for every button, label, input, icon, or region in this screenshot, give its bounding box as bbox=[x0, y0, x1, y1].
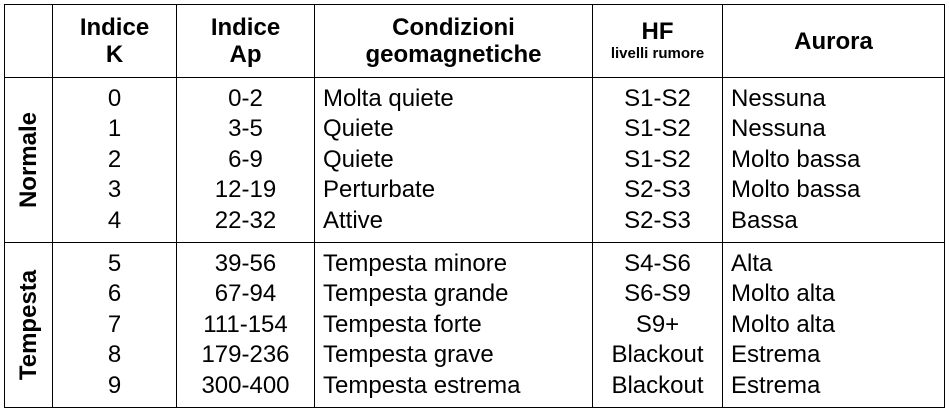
hf-value: Blackout bbox=[611, 371, 704, 399]
conditions-value: Tempesta grave bbox=[323, 341, 494, 369]
ap-value: 6-9 bbox=[228, 145, 263, 173]
ap-value: 300-400 bbox=[201, 371, 290, 399]
header-row bbox=[5, 5, 945, 78]
geomagnetic-index-table bbox=[4, 4, 945, 408]
group-row-normal bbox=[5, 78, 945, 243]
hf-value: S1-S2 bbox=[624, 115, 691, 143]
hf-value: S2-S3 bbox=[624, 206, 691, 234]
hf-value: S1-S2 bbox=[624, 145, 691, 173]
ap-value: 179-236 bbox=[201, 341, 290, 369]
conditions-value: Tempesta estrema bbox=[323, 371, 521, 399]
aurora-value: Bassa bbox=[731, 206, 798, 234]
header-ap-index bbox=[177, 5, 315, 78]
group-label-normal: Normale bbox=[14, 111, 42, 209]
aurora-column-normal bbox=[723, 78, 945, 243]
header-conditions bbox=[315, 5, 593, 78]
ap-value: 22-32 bbox=[214, 206, 277, 234]
k-value: 5 bbox=[107, 249, 122, 277]
conditions-value: Attive bbox=[323, 206, 384, 234]
aurora-value: Estrema bbox=[731, 371, 821, 399]
aurora-value: Molto alta bbox=[731, 280, 836, 308]
conditions-value: Quiete bbox=[323, 115, 394, 143]
k-value: 9 bbox=[107, 371, 122, 399]
ap-column-storm bbox=[177, 243, 315, 408]
ap-value: 12-19 bbox=[214, 176, 277, 204]
hf-column-normal bbox=[593, 78, 723, 243]
header-k-line1: Indice bbox=[79, 14, 150, 41]
header-cond-line2: geomagnetiche bbox=[365, 41, 542, 68]
aurora-value: Nessuna bbox=[731, 84, 826, 112]
header-aurora bbox=[723, 5, 945, 78]
aurora-value: Molto bassa bbox=[731, 145, 861, 173]
group-label-cell bbox=[5, 78, 53, 243]
ap-value: 0-2 bbox=[228, 84, 263, 112]
aurora-value: Molto alta bbox=[731, 310, 836, 338]
header-group-blank bbox=[5, 5, 53, 78]
k-value: 2 bbox=[107, 145, 122, 173]
ap-column-normal bbox=[177, 78, 315, 243]
header-cond-line1: Condizioni bbox=[392, 14, 515, 41]
aurora-column-storm bbox=[723, 243, 945, 408]
ap-value: 3-5 bbox=[228, 115, 263, 143]
ap-value: 111-154 bbox=[203, 310, 288, 338]
hf-value: S4-S6 bbox=[624, 249, 691, 277]
hf-value: S2-S3 bbox=[624, 176, 691, 204]
header-k-index bbox=[53, 5, 177, 78]
conditions-value: Perturbate bbox=[323, 176, 436, 204]
group-row-storm bbox=[5, 243, 945, 408]
k-column-normal bbox=[53, 78, 177, 243]
header-hf-sub: livelli rumore bbox=[610, 45, 705, 62]
group-label-cell bbox=[5, 243, 53, 408]
header-ap-line2: Ap bbox=[229, 41, 262, 68]
conditions-column-storm bbox=[315, 243, 593, 408]
group-label-storm: Tempesta bbox=[14, 269, 42, 381]
header-k-line2: K bbox=[105, 41, 124, 68]
ap-value: 67-94 bbox=[214, 280, 277, 308]
aurora-value: Nessuna bbox=[731, 115, 826, 143]
conditions-value: Tempesta minore bbox=[323, 249, 508, 277]
conditions-value: Quiete bbox=[323, 145, 394, 173]
hf-value: Blackout bbox=[611, 341, 704, 369]
conditions-value: Tempesta forte bbox=[323, 310, 482, 338]
k-value: 0 bbox=[107, 84, 122, 112]
hf-value: S6-S9 bbox=[624, 280, 691, 308]
k-value: 4 bbox=[107, 206, 122, 234]
header-hf-main: HF bbox=[641, 18, 674, 45]
k-value: 7 bbox=[107, 310, 122, 338]
aurora-value: Molto bassa bbox=[731, 176, 861, 204]
conditions-value: Molta quiete bbox=[323, 84, 454, 112]
header-ap-line1: Indice bbox=[210, 14, 281, 41]
header-aurora-label: Aurora bbox=[794, 27, 873, 55]
hf-value: S9+ bbox=[635, 310, 680, 338]
k-value: 6 bbox=[107, 280, 122, 308]
aurora-value: Estrema bbox=[731, 341, 821, 369]
ap-value: 39-56 bbox=[214, 249, 277, 277]
hf-value: S1-S2 bbox=[624, 84, 691, 112]
conditions-value: Tempesta grande bbox=[323, 280, 509, 308]
k-column-storm bbox=[53, 243, 177, 408]
k-value: 1 bbox=[107, 115, 122, 143]
conditions-column-normal bbox=[315, 78, 593, 243]
aurora-value: Alta bbox=[731, 249, 773, 277]
header-hf bbox=[593, 5, 723, 78]
k-value: 3 bbox=[107, 176, 122, 204]
k-value: 8 bbox=[107, 341, 122, 369]
hf-column-storm bbox=[593, 243, 723, 408]
